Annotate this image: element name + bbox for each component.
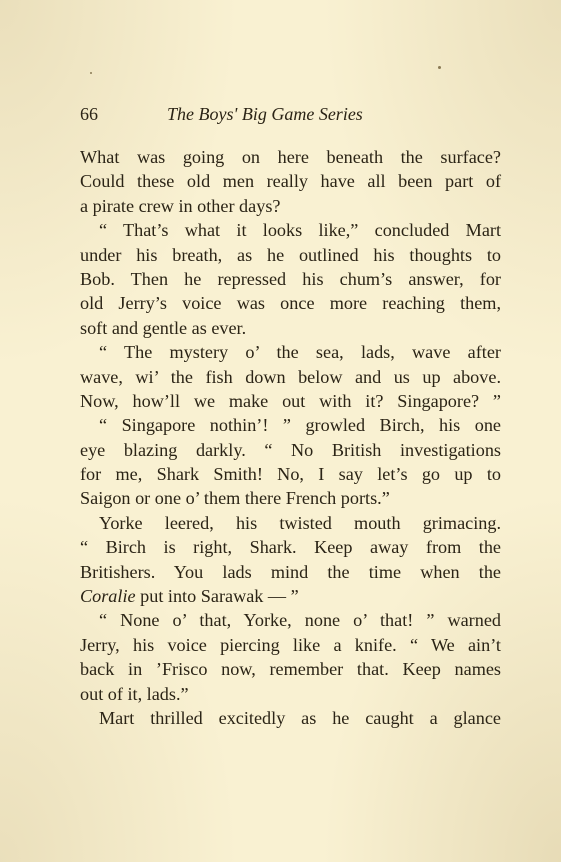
text-line [80, 706, 501, 730]
text-line-content: for me, Shark Smith! No, I say let’s go up to [80, 464, 501, 485]
text-line [80, 169, 501, 193]
text-line-content: soft and gentle as ever. [80, 317, 247, 338]
text-line [80, 511, 501, 535]
text-line [80, 413, 501, 437]
text-line-content: Jerry, his voice piercing like a knife. “ We ain’t [80, 634, 501, 655]
text-line-content: Saigon or one o’ them there French ports.” [80, 488, 390, 509]
text-line [80, 243, 501, 267]
running-head [80, 104, 500, 128]
text-line-content: Could these old men really have all been part of [80, 171, 501, 192]
text-line [80, 535, 501, 559]
text-line-content: Bob. Then he repressed his chum’s answer, for [80, 268, 501, 289]
text-line-content: Mart thrilled excitedly as he caught a glance [99, 707, 501, 728]
page-number: 66 [80, 104, 98, 124]
text-line [80, 486, 501, 510]
text-line-content: a pirate crew in other days? [80, 195, 281, 216]
italic-ship-name: Coralie [80, 586, 136, 607]
text-line [80, 365, 501, 389]
text-line [80, 633, 501, 657]
text-line-content: Now, how’ll we make out with it? Singapore? ” [80, 390, 501, 411]
text-line [80, 389, 501, 413]
text-line-content: “ Birch is right, Shark. Keep away from the [80, 537, 501, 558]
text-line-content: old Jerry’s voice was once more reaching them, [80, 293, 501, 314]
text-line-content: “ None o’ that, Yorke, none o’ that! ” warned [99, 610, 501, 631]
text-line-content: “ Singapore nothin’! ” growled Birch, his one [99, 415, 501, 436]
text-line-content: “ The mystery o’ the sea, lads, wave after [99, 342, 501, 363]
text-line [80, 194, 501, 218]
text-line [80, 291, 501, 315]
text-line-content: put into Sarawak — ” [140, 586, 299, 607]
text-line [80, 267, 501, 291]
text-line [80, 657, 501, 681]
text-line-content: Britishers. You lads mind the time when the [80, 561, 501, 582]
text-line [80, 584, 501, 608]
text-line-content: wave, wi’ the fish down below and us up above. [80, 366, 501, 387]
text-line-content: What was going on here beneath the surface? [80, 147, 501, 167]
body-text [80, 145, 501, 730]
text-line [80, 560, 501, 584]
text-line-content: eye blazing darkly. “ No British investigations [80, 439, 501, 460]
text-line-content: out of it, lads.” [80, 683, 189, 704]
paper-speck [438, 66, 441, 69]
text-line [80, 682, 501, 706]
text-line [80, 340, 501, 364]
text-line [80, 145, 501, 169]
text-line-content: under his breath, as he outlined his thoughts to [80, 244, 501, 265]
text-line-content: back in ’Frisco now, remember that. Keep names [80, 659, 501, 680]
text-line [80, 608, 501, 632]
running-title: The Boys' Big Game Series [167, 104, 363, 124]
text-line [80, 438, 501, 462]
paper-speck [90, 72, 92, 74]
text-line-content: “ That’s what it looks like,” concluded Mart [99, 220, 501, 241]
text-line-content: Yorke leered, his twisted mouth grimacing. [99, 512, 501, 533]
text-line [80, 462, 501, 486]
text-line [80, 218, 501, 242]
text-line [80, 316, 501, 340]
